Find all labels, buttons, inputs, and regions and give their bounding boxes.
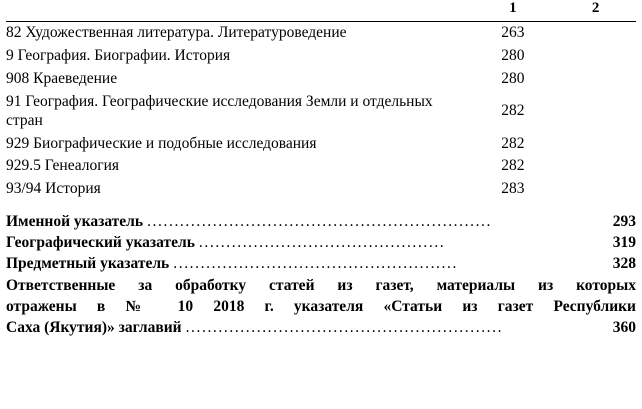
toc-entry-title: 908 Краеведение xyxy=(6,69,118,87)
note-page-number: 360 xyxy=(612,318,636,336)
toc-entry-page-2 xyxy=(555,45,636,68)
index-list xyxy=(6,212,636,275)
leader-dots: .................................................... xyxy=(173,255,458,273)
index-label: Именной указатель xyxy=(6,213,144,231)
note-line-3-label: Саха (Якутия)» заглавий xyxy=(6,318,182,336)
index-label: Географический указатель xyxy=(6,234,195,252)
toc-entry-title: 9 География. Биографии. История xyxy=(6,46,231,64)
index-label: Предметный указатель xyxy=(6,255,170,273)
table-row[interactable] xyxy=(6,155,636,178)
table-row[interactable] xyxy=(6,22,636,45)
toc-entry-title: 93/94 История xyxy=(6,180,101,198)
leader-dots: .......................................................... xyxy=(185,318,504,336)
toc-entry-title: 929.5 Генеалогия xyxy=(6,157,120,175)
column-header-2: 2 xyxy=(591,0,600,16)
table-of-contents-body xyxy=(6,22,636,201)
list-item[interactable] xyxy=(6,233,636,254)
note-line-1: Ответственные за обработку статей из газет, материалы из которых xyxy=(6,277,636,295)
toc-entry-page-1: 283 xyxy=(501,180,525,198)
toc-entry-page-2 xyxy=(555,133,636,156)
leader-dots: ............................................. xyxy=(198,234,446,252)
table-row[interactable] xyxy=(6,178,636,201)
table-row[interactable] xyxy=(6,68,636,91)
index-page-number: 328 xyxy=(612,255,636,273)
table-of-contents xyxy=(6,0,636,20)
toc-entry-page-1: 282 xyxy=(501,102,525,120)
toc-entry-title: 929 Биографические и подобные исследования xyxy=(6,134,317,152)
index-page-number: 319 xyxy=(612,234,636,252)
toc-entry-title: 91 География. Географические исследования Земли и отдельных стран xyxy=(6,92,433,129)
toc-entry-page-1: 280 xyxy=(501,69,525,87)
note-line-3[interactable] xyxy=(6,318,636,339)
toc-entry-page-2 xyxy=(555,178,636,201)
toc-entry-page-1: 282 xyxy=(501,157,525,175)
index-page-number: 293 xyxy=(612,213,636,231)
table-row[interactable] xyxy=(6,45,636,68)
column-header-title xyxy=(6,0,470,20)
responsible-note xyxy=(6,276,636,338)
table-row[interactable] xyxy=(6,91,636,133)
column-header-1: 1 xyxy=(509,0,517,16)
list-item[interactable] xyxy=(6,212,636,233)
table-header-row xyxy=(6,0,636,20)
table-row[interactable] xyxy=(6,133,636,156)
toc-entry-page-1: 263 xyxy=(501,24,525,41)
toc-entry-page-1: 280 xyxy=(501,46,525,64)
toc-entry-page-2 xyxy=(555,155,636,178)
leader-dots: ............................................................... xyxy=(147,213,493,231)
list-item[interactable] xyxy=(6,254,636,275)
toc-entry-page-2 xyxy=(555,22,636,45)
toc-entry-page-2 xyxy=(555,91,636,133)
toc-entry-page-1: 282 xyxy=(501,134,525,152)
note-line-2: отражены в № 10 2018 г. указателя «Статьи из газет Республики xyxy=(6,297,636,315)
toc-entry-page-2 xyxy=(555,68,636,91)
toc-entry-title: 82 Художественная литература. Литературоведение xyxy=(6,24,347,41)
